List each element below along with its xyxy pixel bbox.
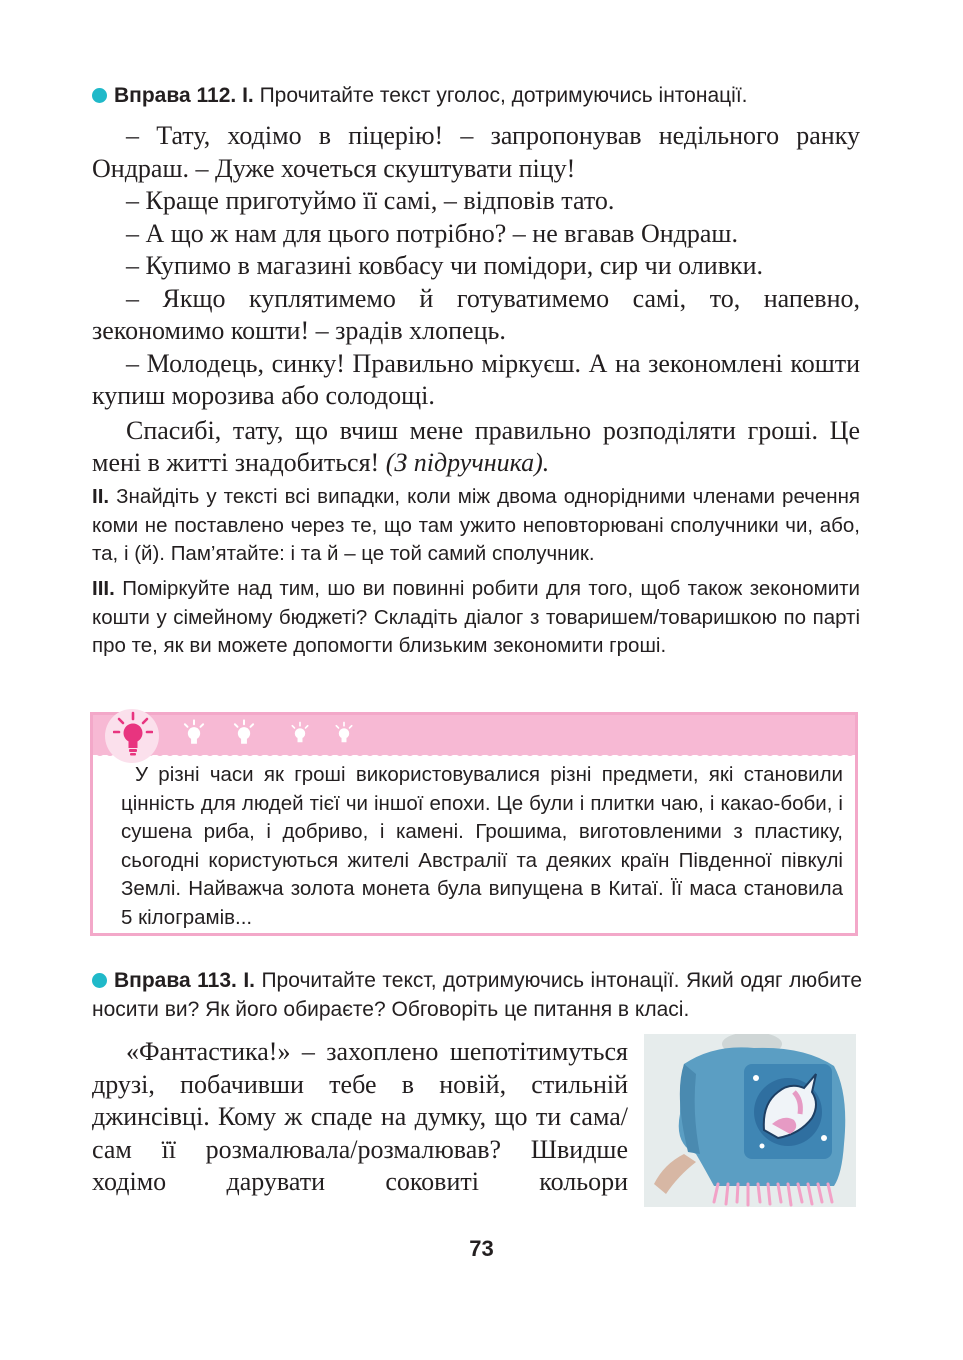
task-3-label: ІІІ. <box>92 577 115 600</box>
story-paragraph: – Молодець, синку! Правильно міркуєш. А на зекономлені кошти купиш морозива або солодощі. <box>92 348 860 410</box>
small-lightbulb-icon <box>181 719 207 749</box>
info-box-paragraph: У різні часи як гроші використовувалися різні предмети, які становили цінність для людей тієї чи іншої епохи. Це були і плитки чаю, і какао-боби, і сушена риба, і добриво, і камені. Грошима, виготовленими з пластику, сьогодні користуються жителі Австралії та деяких країн Південної півкулі Землі. Найважча золота монета була випущена в Китаї. Її маса становила 5 кілограмів... <box>121 763 843 929</box>
task-3 <box>92 575 860 661</box>
story-text-2 <box>92 1036 628 1199</box>
lightbulb-icon <box>113 711 153 757</box>
task-2-text: Знайдіть у тексті всі випадки, коли між двома однорідними членами речення коми не поставлено через те, що там ужито неповторювані сполучники чи, або, та, і (й). Пам’ятайте: і та й – це той самий сполучник. <box>92 485 860 565</box>
page-number: 73 <box>469 1236 494 1261</box>
exercise-113-instruction: Прочитайте текст, дотримуючись інтонації. Який одяг любите носити ви? Як його обираєте? Обговоріть це питання в класі. <box>92 969 863 1021</box>
info-box-text <box>121 761 843 932</box>
fact-info-box <box>90 712 858 936</box>
painted-denim-jacket-photo <box>644 1034 856 1207</box>
story-paragraph: – Краще приготуймо її самі, – відповів тато. <box>126 186 615 215</box>
small-lightbulb-icon <box>231 719 257 749</box>
exercise-112-instruction: Прочитайте текст уголос, дотримуючись інтонації. <box>259 84 748 107</box>
exercise-113-heading <box>92 966 862 1024</box>
exercise-113-label: Вправа 113. <box>114 969 237 992</box>
story-2-paragraph: «Фантастика!» – захоплено шепотітимуться друзі, побачивши тебе в новій, стильній джинсівці. Кому ж спаде на думку, що ти сама/сам її розмалювала/розмалював? Швидше ходімо дарувати соковиті кольори <box>92 1037 628 1196</box>
story-final-sentence: Спасибі, тату, що вчиш мене правильно розподіляти гроші. Це мені в житті знадобиться! <box>92 415 860 477</box>
bullet-dot-icon <box>92 88 107 103</box>
scalloped-edge <box>93 749 855 759</box>
task-2 <box>92 483 860 569</box>
story-text-1 <box>92 120 860 480</box>
task-2-label: ІІ. <box>92 485 110 508</box>
story-paragraph: – Тату, ходімо в піцерію! – запропонував недільного ранку Ондраш. – Дуже хочеться скуштувати піцу! <box>92 121 860 183</box>
exercise-112-part: І. <box>242 84 254 107</box>
story-source: (З підручника). <box>385 448 550 477</box>
small-lightbulb-icon <box>333 721 355 747</box>
task-3-text: Поміркуйте над тим, шо ви повинні робити для того, щоб також зекономити кошти у сімейному бюджеті? Складіть діалог з товаришем/товаришкою по парті про те, як ви можете допомогти близьким зекономити гроші. <box>92 577 860 657</box>
exercise-112-heading <box>92 81 862 110</box>
story-paragraph: – А що ж нам для цього потрібно? – не вгавав Ондраш. <box>126 218 738 248</box>
story-paragraph <box>92 415 860 480</box>
story-paragraph: – Якщо куплятимемо й готуватимемо самі, то, напевно, зекономимо кошти! – зрадів хлопець. <box>92 283 860 345</box>
story-paragraph: – Купимо в магазині ковбасу чи помідори, сир чи оливки. <box>126 251 764 280</box>
bullet-dot-icon <box>92 973 107 988</box>
exercise-113-part: І. <box>243 969 255 992</box>
small-lightbulb-icon <box>289 721 311 747</box>
exercise-112-label: Вправа 112. <box>114 84 237 107</box>
